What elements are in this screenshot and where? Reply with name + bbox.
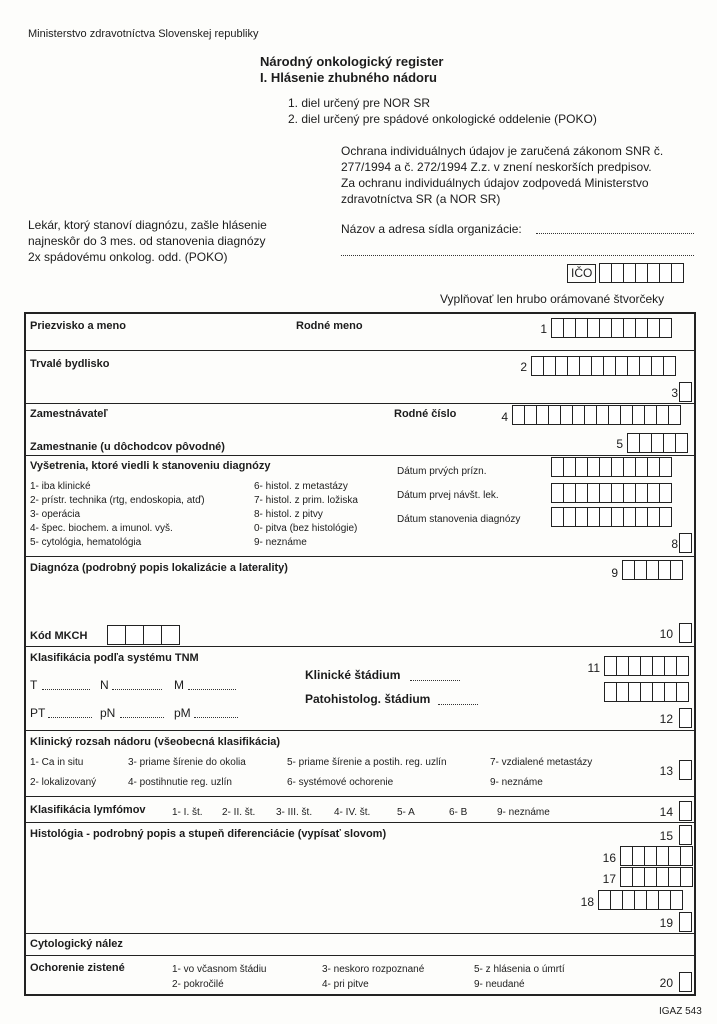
extent-item-1: 1- Ca in situ [30,757,84,768]
clinical-stage-boxes[interactable] [605,656,689,676]
clinical-stage-line[interactable] [410,680,460,681]
exam-item-5: 5- cytológia, hematológia [30,537,142,548]
date-first-symptoms: Dátum prvých prízn. [397,466,487,477]
org-name-line[interactable] [536,233,694,234]
divider-10 [24,955,696,956]
field-10-box[interactable] [680,623,692,643]
exam-item-1: 1- iba klinické [30,481,91,492]
occupation-label: Zamestnanie (u dôchodcov pôvodné) [30,441,225,453]
exam-item-0: 0- pitva (bez histológie) [254,523,358,534]
field-number-8: 8 [671,537,678,551]
birth-number-boxes[interactable] [513,405,681,425]
tnm-m-line[interactable] [188,689,236,690]
field-number-10: 10 [659,627,673,641]
disease-item-5: 5- z hlásenia o úmrtí [474,964,565,975]
lymph-item-9: 9- neznáme [497,807,550,818]
extent-item-2: 2- lokalizovaný [30,777,97,788]
lymph-item-5: 5- A [397,807,415,818]
exam-item-3: 3- operácia [30,509,81,520]
lymph-item-6: 6- B [449,807,468,818]
form-code: IGAZ 543 [659,1006,702,1017]
field-number-16: 16 [602,851,616,865]
diagnosis-label: Diagnóza (podrobný popis lokalizácie a laterality) [30,562,288,574]
ministry-name: Ministerstvo zdravotníctva Slovenskej republiky [28,28,259,40]
extent-item-3: 3- priame šírenie do okolia [128,757,246,768]
divider-1 [24,350,696,351]
occupation-boxes[interactable] [628,433,688,453]
protection-line-1: Ochrana individuálnych údajov je zaručená zákonom SNR č. [341,144,664,158]
exam-item-4: 4- špec. biochem. a imunol. vyš. [30,523,173,534]
histology-label: Histológia - podrobný popis a stupeň diferenciácie (vypísať slovom) [30,828,387,840]
extent-item-7: 7- vzdialené metastázy [490,757,593,768]
field-number-1: 1 [540,322,547,336]
divider-7 [24,796,696,797]
doctor-note-3: 2x spádovému onkolog. odd. (POKO) [28,250,228,264]
divider-5 [24,646,696,647]
tnm-pm-label: pM [174,706,191,720]
field-16-boxes[interactable] [621,846,693,866]
field-number-12: 12 [659,712,673,726]
mkch-boxes[interactable] [108,625,180,645]
field-number-17: 17 [602,872,616,886]
name-code-boxes[interactable] [552,318,672,338]
lymph-item-3: 3- III. št. [276,807,313,818]
field-12-box[interactable] [680,708,692,728]
protection-line-3: Za ochranu individuálnych údajov zodpovedá Ministerstvo [341,176,649,190]
field-number-3: 3 [671,386,678,400]
exam-item-7: 7- histol. z prim. ložiska [254,495,358,506]
doctor-note-2: najneskôr do 3 mes. od stanovenia diagnózy [28,234,266,248]
cytology-label: Cytologický nález [30,938,123,950]
extent-label: Klinický rozsah nádoru (všeobecná klasifikácia) [30,736,281,748]
diagnosis-code-boxes[interactable] [623,560,683,580]
tnm-n-line[interactable] [112,689,162,690]
patho-stage-boxes[interactable] [605,682,689,702]
divider-6 [24,730,696,731]
name-label: Priezvisko a meno [30,320,126,332]
divider-8 [24,822,696,823]
divider-9 [24,933,696,934]
tnm-m-label: M [174,678,184,692]
exam-item-9: 9- neznáme [254,537,307,548]
field-number-4: 4 [501,410,508,424]
tnm-t-label: T [30,678,38,692]
field-8-box[interactable] [680,533,692,553]
disease-item-1: 1- vo včasnom štádiu [172,964,267,975]
field-number-19: 19 [659,916,673,930]
date-diagnosis: Dátum stanovenia diagnózy [397,514,521,525]
lymph-item-2: 2- II. št. [222,807,256,818]
disease-label: Ochorenie zistené [30,962,125,974]
date-first-symptoms-boxes[interactable] [552,457,672,477]
field-14-box[interactable] [680,801,692,821]
date-first-visit: Dátum prvej návšt. lek. [397,490,499,501]
field-13-box[interactable] [680,760,692,780]
clinical-stage-label: Klinické štádium [305,668,401,682]
divider-3 [24,455,696,456]
field-18-boxes[interactable] [599,890,683,910]
disease-item-2: 2- pokročilé [172,979,224,990]
birth-name-label: Rodné meno [296,320,363,332]
patho-stage-line[interactable] [438,704,478,705]
field-number-13: 13 [659,764,673,778]
field-number-2: 2 [520,360,527,374]
tnm-pn-line[interactable] [120,717,164,718]
extent-item-6: 6- systémové ochorenie [287,777,394,788]
exam-item-8: 8- histol. z pitvy [254,509,323,520]
date-diagnosis-boxes[interactable] [552,507,672,527]
divider-2 [24,403,696,404]
lymph-label: Klasifikácia lymfómov [30,804,146,816]
field-number-18: 18 [580,895,594,909]
extent-item-5: 5- priame šírenie a postih. reg. uzlín [287,757,447,768]
exam-item-2: 2- prístr. technika (rtg, endoskopia, atď) [30,495,205,506]
date-first-visit-boxes[interactable] [552,483,672,503]
mkch-label: Kód MKCH [30,630,88,642]
employer-label: Zamestnávateľ [30,408,108,420]
field-number-20: 20 [659,976,673,990]
extent-item-4: 4- postihnutie reg. uzlín [128,777,232,788]
residence-label: Trvalé bydlisko [30,358,110,370]
tnm-n-label: N [100,678,109,692]
form-subtitle: I. Hlásenie zhubného nádoru [260,70,437,85]
tnm-pm-line[interactable] [194,717,238,718]
org-address-line[interactable] [341,255,694,256]
ico-boxes[interactable] [600,263,684,283]
ico-label: IČO [567,264,596,283]
doctor-note-1: Lekár, ktorý stanoví diagnózu, zašle hlásenie [28,218,267,232]
field-17-boxes[interactable] [621,867,693,887]
disease-item-3: 3- neskoro rozpoznané [322,964,425,975]
field-number-5: 5 [616,437,623,451]
exam-item-6: 6- histol. z metastázy [254,481,348,492]
residence-boxes[interactable] [532,356,676,376]
disease-item-4: 4- pri pitve [322,979,369,990]
org-label: Názov a adresa sídla organizácie: [341,222,522,236]
tnm-pt-line[interactable] [48,717,92,718]
lymph-item-4: 4- IV. št. [334,807,371,818]
field-19-box[interactable] [680,912,692,932]
extent-item-9: 9- neznáme [490,777,543,788]
disease-item-9: 9- neudané [474,979,525,990]
tnm-label: Klasifikácia podľa systému TNM [30,652,199,664]
field-number-15: 15 [659,829,673,843]
tnm-t-line[interactable] [42,689,90,690]
protection-line-4: zdravotníctva SR (a NOR SR) [341,192,501,206]
register-title: Národný onkologický register [260,54,444,69]
tnm-pt-label: PT [30,706,46,720]
field-20-box[interactable] [680,972,692,992]
fill-instruction: Vyplňovať len hrubo orámované štvorčeky [440,292,665,306]
protection-line-2: 277/1994 a č. 272/1994 Z.z. v znení neskorších predpisov. [341,160,652,174]
field-number-14: 14 [659,805,673,819]
field-number-9: 9 [611,566,618,580]
field-15-box[interactable] [680,825,692,845]
part-2-note: 2. diel určený pre spádové onkologické oddelenie (POKO) [288,112,597,126]
part-1-note: 1. diel určený pre NOR SR [288,96,431,110]
birth-number-label: Rodné číslo [394,408,457,420]
lymph-item-1: 1- I. št. [172,807,203,818]
divider-4 [24,556,696,557]
field-3-box[interactable] [680,382,692,402]
field-number-11: 11 [587,661,600,675]
tnm-pn-label: pN [100,706,116,720]
exam-label: Vyšetrenia, ktoré viedli k stanoveniu diagnózy [30,460,271,472]
patho-stage-label: Patohistolog. štádium [305,692,431,706]
